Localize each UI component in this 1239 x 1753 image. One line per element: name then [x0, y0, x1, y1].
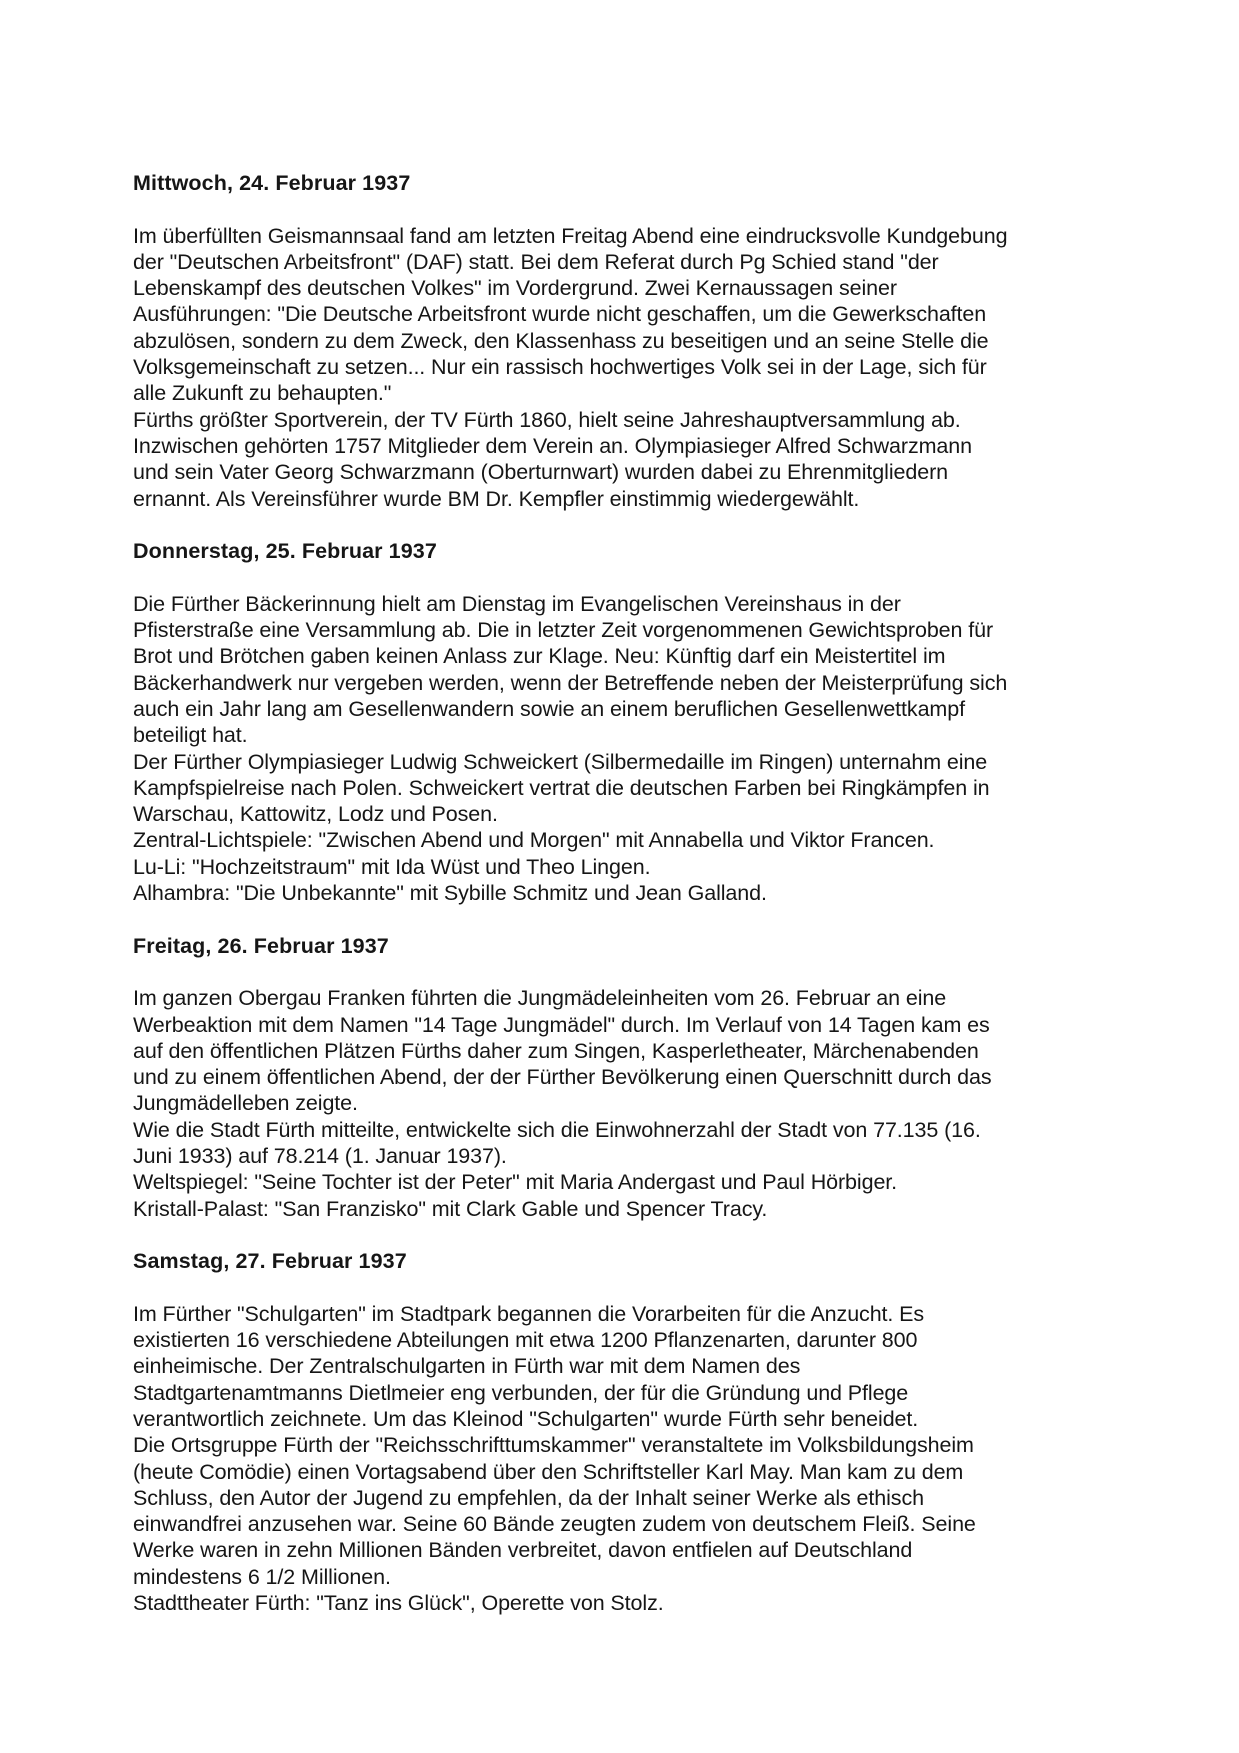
blank-line: [133, 512, 1133, 538]
text-line: der "Deutschen Arbeitsfront" (DAF) statt. Bei dem Referat durch Pg Schied stand "der: [133, 249, 939, 274]
text-line: Der Fürther Olympiasieger Ludwig Schweickert (Silbermedaille im Ringen) unternahm eine: [133, 749, 988, 774]
text-line: und sein Vater Georg Schwarzmann (Oberturnwart) wurden dabei zu Ehrenmitgliedern: [133, 460, 948, 485]
text-line: abzulösen, sondern zu dem Zweck, den Klassenhass zu beseitigen und an seine Stelle die: [133, 328, 989, 353]
section-heading: Mittwoch, 24. Februar 1937: [133, 171, 411, 195]
text-line: alle Zukunft zu behaupten.": [133, 381, 392, 406]
text-line: Inzwischen gehörten 1757 Mitglieder dem Verein an. Olympiasieger Alfred Schwarzmann: [133, 433, 973, 458]
blank-line: [133, 564, 1133, 590]
text-line: Im überfüllten Geismannsaal fand am letzten Freitag Abend eine eindrucksvolle Kundgebung: [133, 223, 1008, 248]
text-line: Brot und Brötchen gaben keinen Anlass zur Klage. Neu: Künftig darf ein Meistertitel im: [133, 644, 946, 669]
text-line: Pfisterstraße eine Versammlung ab. Die in letzter Zeit vorgenommenen Gewichtsproben für: [133, 618, 994, 643]
text-line: Stadtgartenamtmanns Dietlmeier eng verbunden, der für die Gründung und Pflege: [133, 1380, 909, 1405]
text-line: mindestens 6 1/2 Millionen.: [133, 1564, 391, 1589]
text-line: und zu einem öffentlichen Abend, der der Fürther Bevölkerung einen Querschnitt durch das: [133, 1065, 992, 1090]
text-line: Kampfspielreise nach Polen. Schweickert vertrat die deutschen Farben bei Ringkämpfen in: [133, 775, 990, 800]
blank-line: [133, 196, 1133, 222]
section-heading: Samstag, 27. Februar 1937: [133, 1249, 407, 1274]
text-line: Werbeaktion mit dem Namen "14 Tage Jungmädel" durch. Im Verlauf von 14 Tagen kam es: [133, 1012, 990, 1037]
text-line: Stadttheater Fürth: "Tanz ins Glück", Operette von Stolz.: [133, 1591, 664, 1616]
text-line: Bäckerhandwerk nur vergeben werden, wenn der Betreffende neben der Meisterprüfung sich: [133, 670, 1008, 695]
text-line: Weltspiegel: "Seine Tochter ist der Peter" mit Maria Andergast und Paul Hörbiger.: [133, 1170, 898, 1195]
text-line: Warschau, Kattowitz, Lodz und Posen.: [133, 802, 498, 827]
text-line: Kristall-Palast: "San Franzisko" mit Clark Gable und Spencer Tracy.: [133, 1196, 768, 1221]
text-line: existierten 16 verschiedene Abteilungen mit etwa 1200 Pflanzenarten, darunter 800: [133, 1328, 918, 1353]
chronicle-section: [133, 1248, 1133, 1616]
text-line: Fürths größter Sportverein, der TV Fürth 1860, hielt seine Jahreshauptversammlung ab.: [133, 407, 961, 432]
blank-line: [133, 1274, 1133, 1300]
text-line: einwandfrei anzusehen war. Seine 60 Bände zeugten zudem von deutschem Fleiß. Seine: [133, 1512, 976, 1537]
section-heading: Freitag, 26. Februar 1937: [133, 933, 389, 958]
chronicle-section: [133, 170, 1133, 538]
text-line: Die Ortsgruppe Fürth der "Reichsschrifttumskammer" veranstaltete im Volksbildungsheim: [133, 1433, 974, 1458]
blank-line: [133, 959, 1133, 985]
document-content: [133, 170, 1133, 1616]
text-line: Ausführungen: "Die Deutsche Arbeitsfront wurde nicht geschaffen, um die Gewerkschaften: [133, 302, 987, 327]
text-line: auf den öffentlichen Plätzen Fürths daher zum Singen, Kasperletheater, Märchenabenden: [133, 1038, 979, 1063]
text-line: Volksgemeinschaft zu setzen... Nur ein rassisch hochwertiges Volk sei in der Lage, sich für: [133, 355, 987, 380]
text-line: auch ein Jahr lang am Gesellenwandern sowie an einem beruflichen Gesellenwettkampf: [133, 696, 965, 721]
text-line: (heute Comödie) einen Vortagsabend über den Schriftsteller Karl May. Man kam zu dem: [133, 1459, 964, 1484]
chronicle-section: [133, 538, 1133, 932]
text-line: Die Fürther Bäckerinnung hielt am Dienstag im Evangelischen Vereinshaus in der: [133, 591, 901, 616]
text-line: Schluss, den Autor der Jugend zu empfehlen, da der Inhalt seiner Werke als ethisch: [133, 1485, 924, 1510]
text-line: verantwortlich zeichnete. Um das Kleinod "Schulgarten" wurde Fürth sehr beneidet.: [133, 1406, 919, 1431]
text-line: Lebenskampf des deutschen Volkes" im Vordergrund. Zwei Kernaussagen seiner: [133, 276, 897, 301]
blank-line: [133, 906, 1133, 932]
text-line: einheimische. Der Zentralschulgarten in Fürth war mit dem Namen des: [133, 1354, 801, 1379]
text-line: Im Fürther "Schulgarten" im Stadtpark begannen die Vorarbeiten für die Anzucht. Es: [133, 1301, 925, 1326]
text-line: Jungmädelleben zeigte.: [133, 1091, 358, 1116]
text-line: Juni 1933) auf 78.214 (1. Januar 1937).: [133, 1143, 507, 1168]
section-heading: Donnerstag, 25. Februar 1937: [133, 539, 437, 564]
chronicle-section: [133, 933, 1133, 1249]
blank-line: [133, 1222, 1133, 1248]
text-line: ernannt. Als Vereinsführer wurde BM Dr. Kempfler einstimmig wiedergewählt.: [133, 486, 860, 511]
text-line: Zentral-Lichtspiele: "Zwischen Abend und Morgen" mit Annabella und Viktor Francen.: [133, 828, 935, 853]
text-line: Alhambra: "Die Unbekannte" mit Sybille Schmitz und Jean Galland.: [133, 881, 767, 906]
text-line: Wie die Stadt Fürth mitteilte, entwickelte sich die Einwohnerzahl der Stadt von 77.135 (16.: [133, 1117, 981, 1142]
text-line: beteiligt hat.: [133, 723, 248, 748]
text-line: Lu-Li: "Hochzeitstraum" mit Ida Wüst und Theo Lingen.: [133, 854, 651, 879]
text-line: Werke waren in zehn Millionen Bänden verbreitet, davon entfielen auf Deutschland: [133, 1538, 913, 1563]
text-line: Im ganzen Obergau Franken führten die Jungmädeleinheiten vom 26. Februar an eine: [133, 986, 947, 1011]
